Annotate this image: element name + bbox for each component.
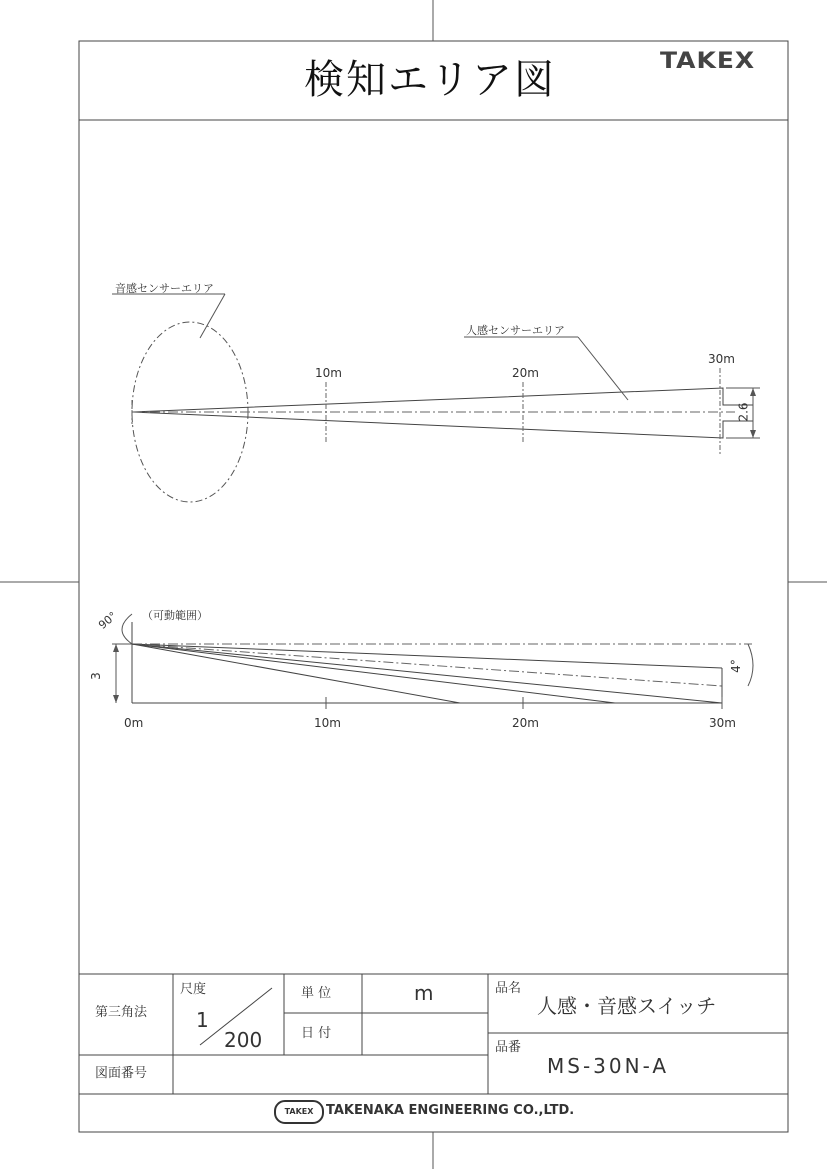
tilt-arc xyxy=(122,614,132,644)
spread-angle-label: 4° xyxy=(728,659,743,673)
unit-value: m xyxy=(414,981,434,1005)
scale-label: 尺度 xyxy=(180,982,207,997)
projection-label: 第三角法 xyxy=(95,1005,148,1020)
height-dimension-label: 3 xyxy=(88,672,103,680)
human-area-upper-edge xyxy=(132,388,753,412)
movable-range-label: （可動範囲） xyxy=(142,609,208,622)
product-name: 人感・音感スイッチ xyxy=(537,994,717,1018)
range-line-2 xyxy=(132,644,460,703)
top-view xyxy=(112,294,760,502)
sound-sensor-area-label: 音感センサーエリア xyxy=(115,282,214,295)
sound-label-leader xyxy=(200,294,225,338)
side-label-0m: 0m xyxy=(124,716,144,730)
top-label-20m: 20m xyxy=(512,366,539,380)
top-label-30m: 30m xyxy=(708,352,735,366)
product-name-label: 品名 xyxy=(495,981,522,996)
date-label: 日 付 xyxy=(301,1026,332,1041)
product-number-label: 品番 xyxy=(495,1040,522,1055)
spread-arc xyxy=(748,644,753,686)
scale-denominator: 200 xyxy=(224,1028,263,1052)
top-label-10m: 10m xyxy=(315,366,342,380)
side-label-30m: 30m xyxy=(709,716,736,730)
beam-lower xyxy=(132,644,722,703)
range-line-1 xyxy=(132,644,615,703)
width-dimension-label: 2.6 xyxy=(736,402,751,422)
scale-numerator: 1 xyxy=(196,1008,209,1032)
human-area-lower-edge xyxy=(132,412,753,438)
drawing-number-label: 図面番号 xyxy=(95,1066,148,1081)
product-number: MS-30N-A xyxy=(547,1054,670,1078)
beam-upper xyxy=(132,644,722,668)
company-stamp: TAKEX xyxy=(274,1100,324,1124)
sheet-border xyxy=(79,41,788,1132)
human-sensor-area-label: 人感センサーエリア xyxy=(466,324,565,337)
tilt-angle-label: 90° xyxy=(96,609,120,632)
side-label-20m: 20m xyxy=(512,716,539,730)
brand-logo: TAKEX xyxy=(660,47,756,74)
human-label-leader xyxy=(578,337,628,400)
unit-label: 単 位 xyxy=(301,986,332,1001)
company-name: TAKENAKA ENGINEERING CO.,LTD. xyxy=(326,1103,575,1118)
side-label-10m: 10m xyxy=(314,716,341,730)
page-title: 検知エリア図 xyxy=(304,57,556,103)
side-view xyxy=(112,614,753,709)
